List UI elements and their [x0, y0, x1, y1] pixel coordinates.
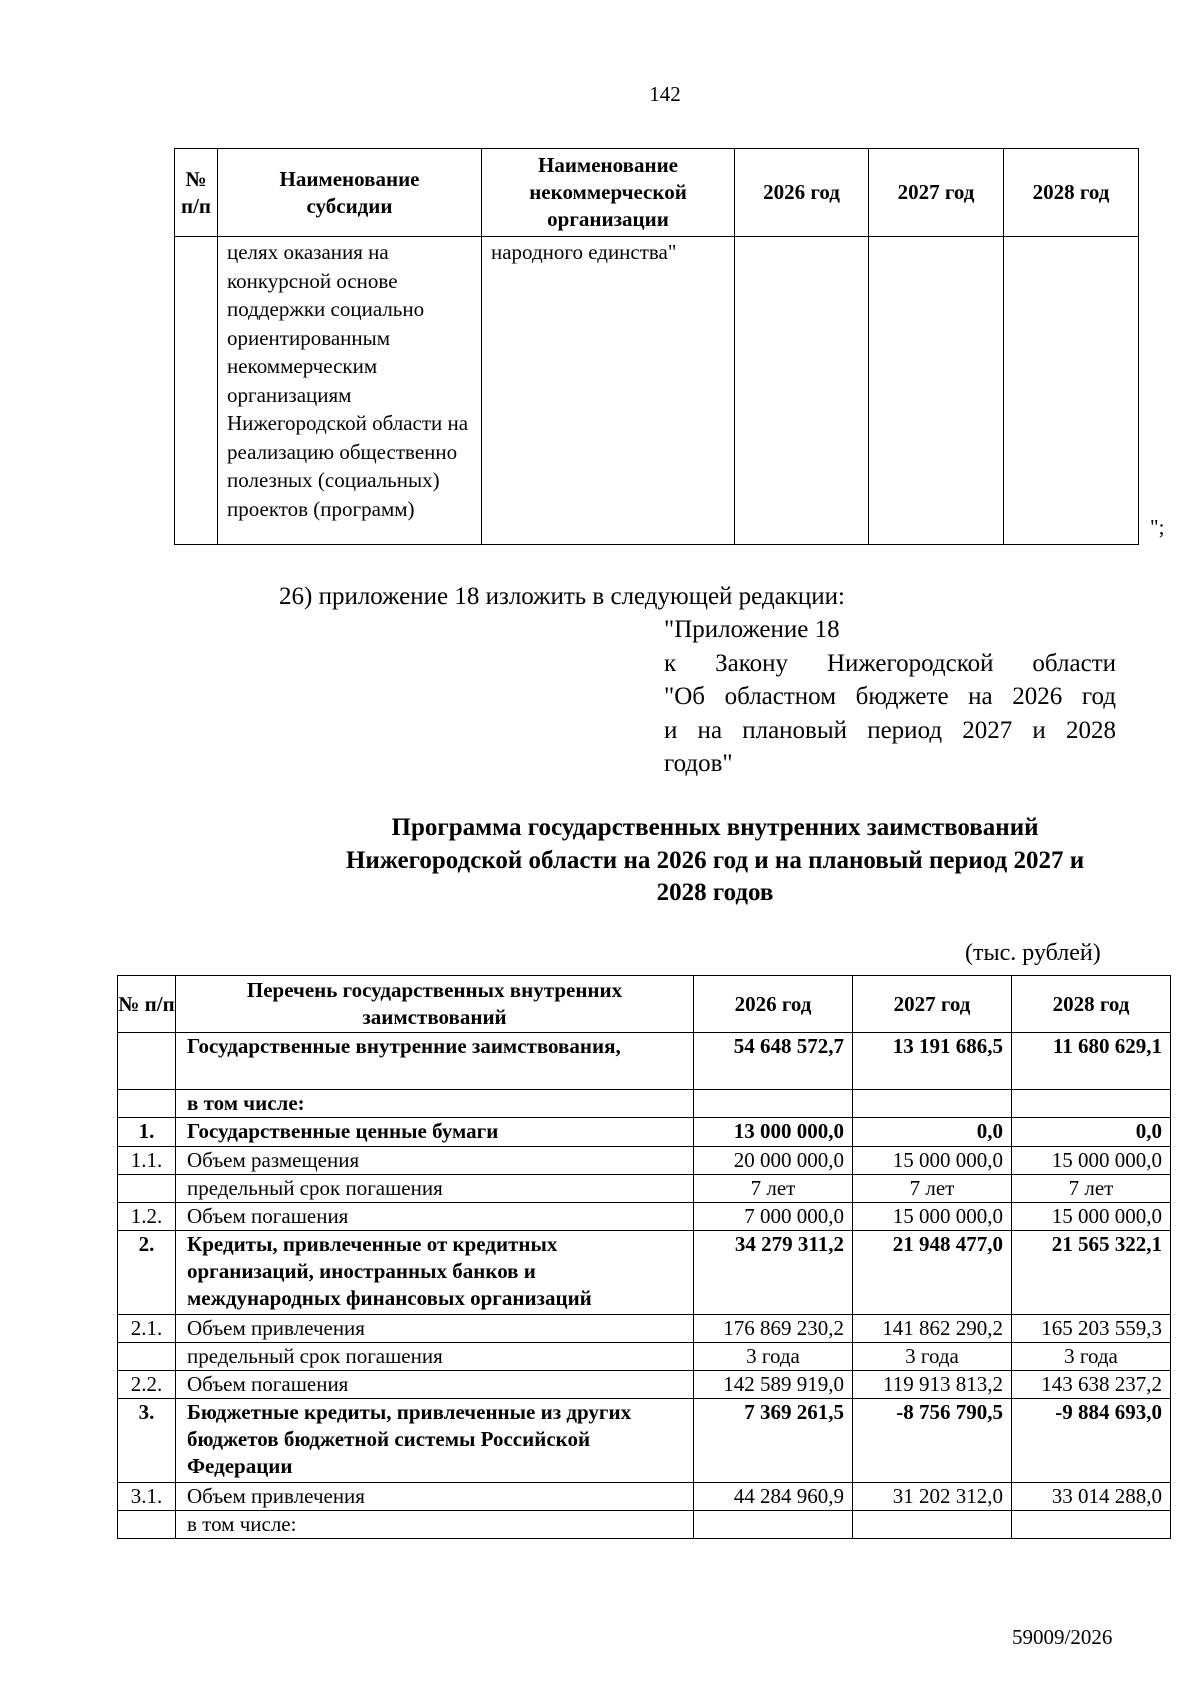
subsidy-name: целях оказания на конкурсной основе поддержки социально ориентированным некоммерческим организациям Нижегородской области на реализацию общественно полезных (социальных) проектов (программ)	[218, 237, 482, 545]
row-name: Объем погашения	[176, 1371, 694, 1399]
value-2027: 141 862 290,2	[853, 1315, 1012, 1343]
table-row	[118, 1343, 1171, 1371]
value-2027: 0,0	[853, 1118, 1012, 1147]
value-2026: 142 589 919,0	[694, 1371, 853, 1399]
org-name: народного единства"	[482, 237, 735, 545]
row-num: 1.	[118, 1118, 176, 1147]
table-header-row	[175, 149, 1139, 237]
page-number: 142	[649, 82, 681, 106]
header-2028: 2028 год	[1012, 976, 1171, 1033]
value-2026: 34 279 311,2	[694, 1231, 853, 1315]
value-2027: 15 000 000,0	[853, 1147, 1012, 1175]
row-num	[118, 1511, 176, 1539]
value-2027	[869, 237, 1004, 545]
row-num: 1.2.	[118, 1203, 176, 1231]
header-list: Перечень государственных внутренних заимствований	[176, 976, 694, 1033]
value-2028: 143 638 237,2	[1012, 1371, 1171, 1399]
value-2028: 3 года	[1012, 1343, 1171, 1371]
row-num	[118, 1175, 176, 1203]
row-name: Бюджетные кредиты, привлеченные из других бюджетов бюджетной системы Российской Федерации	[176, 1399, 694, 1483]
table-row	[118, 1511, 1171, 1539]
value-2028	[1012, 1511, 1171, 1539]
closing-quote: ";	[1150, 515, 1165, 539]
appendix-line: к Закону Нижегородской области	[664, 649, 1116, 677]
table-row	[118, 1147, 1171, 1175]
header-subsidy-name: Наименование субсидии	[218, 149, 482, 237]
appendix-line: годов"	[664, 750, 733, 777]
row-num	[118, 1343, 176, 1371]
row-num: 2.1.	[118, 1315, 176, 1343]
table-row	[118, 1483, 1171, 1511]
value-2027	[853, 1090, 1012, 1118]
header-org-name: Наименование некоммерческой организации	[482, 149, 735, 237]
value-2026: 3 года	[694, 1343, 853, 1371]
value-2027: 7 лет	[853, 1175, 1012, 1203]
value-2027: 15 000 000,0	[853, 1203, 1012, 1231]
value-2026	[694, 1511, 853, 1539]
document-code: 59009/2026	[1012, 1625, 1113, 1649]
table-row	[118, 1399, 1171, 1483]
value-2028: 21 565 322,1	[1012, 1231, 1171, 1315]
header-2026: 2026 год	[735, 149, 869, 237]
row-name: Объем привлечения	[176, 1315, 694, 1343]
value-2027: 31 202 312,0	[853, 1483, 1012, 1511]
units-label: (тыс. рублей)	[965, 940, 1101, 966]
header-num: № п/п	[118, 976, 176, 1033]
table-row	[118, 1371, 1171, 1399]
row-num	[175, 237, 218, 545]
value-2026	[694, 1090, 853, 1118]
document-title	[200, 812, 1200, 910]
table-header-row	[118, 976, 1171, 1033]
table-row	[175, 237, 1139, 545]
value-2026: 13 000 000,0	[694, 1118, 853, 1147]
value-2028: -9 884 693,0	[1012, 1399, 1171, 1483]
value-2027: 13 191 686,5	[853, 1033, 1012, 1090]
value-2028: 15 000 000,0	[1012, 1203, 1171, 1231]
row-num: 2.2.	[118, 1371, 176, 1399]
value-2026: 7 000 000,0	[694, 1203, 853, 1231]
table-row	[118, 1033, 1171, 1090]
value-2027	[853, 1511, 1012, 1539]
amendment-text: 26) приложение 18 изложить в следующей редакции:	[279, 583, 845, 610]
table-row	[118, 1175, 1171, 1203]
table-row	[118, 1231, 1171, 1315]
table-row	[118, 1118, 1171, 1147]
title-line: Нижегородской области на 2026 год и на плановый период 2027 и	[345, 846, 1085, 874]
table-row	[118, 1090, 1171, 1118]
appendix-line: "Об областном бюджете на 2026 год	[664, 683, 1116, 710]
row-name: Государственные ценные бумаги	[176, 1118, 694, 1147]
row-num	[118, 1033, 176, 1090]
value-2028: 15 000 000,0	[1012, 1147, 1171, 1175]
value-2028: 7 лет	[1012, 1175, 1171, 1203]
header-2027: 2027 год	[869, 149, 1004, 237]
value-2027: 3 года	[853, 1343, 1012, 1371]
row-name: Объем погашения	[176, 1203, 694, 1231]
row-num: 3.1.	[118, 1483, 176, 1511]
title-line: Программа государственных внутренних заимствований	[391, 814, 1039, 841]
value-2028	[1004, 237, 1139, 545]
header-2026: 2026 год	[694, 976, 853, 1033]
value-2026: 7 369 261,5	[694, 1399, 853, 1483]
row-num: 3.	[118, 1399, 176, 1483]
value-2026: 176 869 230,2	[694, 1315, 853, 1343]
value-2026: 7 лет	[694, 1175, 853, 1203]
table-row	[118, 1203, 1171, 1231]
row-name: Объем размещения	[176, 1147, 694, 1175]
row-name: Государственные внутренние заимствования,	[176, 1033, 694, 1090]
row-num	[118, 1090, 176, 1118]
value-2028: 33 014 288,0	[1012, 1483, 1171, 1511]
value-2026: 54 648 572,7	[694, 1033, 853, 1090]
value-2028: 165 203 559,3	[1012, 1315, 1171, 1343]
appendix-line: и на плановый период 2027 и 2028	[664, 716, 1116, 744]
value-2027: -8 756 790,5	[853, 1399, 1012, 1483]
appendix-line: "Приложение 18	[664, 616, 840, 643]
title-line: 2028 годов	[656, 879, 774, 906]
value-2028: 11 680 629,1	[1012, 1033, 1171, 1090]
value-2027: 119 913 813,2	[853, 1371, 1012, 1399]
row-name: Кредиты, привлеченные от кредитных организаций, иностранных банков и международных финансовых организаций	[176, 1231, 694, 1315]
appendix-heading	[664, 613, 1116, 781]
row-name: Объем привлечения	[176, 1483, 694, 1511]
table-row	[118, 1315, 1171, 1343]
value-2026: 20 000 000,0	[694, 1147, 853, 1175]
value-2028: 0,0	[1012, 1118, 1171, 1147]
value-2028	[1012, 1090, 1171, 1118]
row-name: предельный срок погашения	[176, 1343, 694, 1371]
value-2027: 21 948 477,0	[853, 1231, 1012, 1315]
header-2027: 2027 год	[853, 976, 1012, 1033]
row-name: предельный срок погашения	[176, 1175, 694, 1203]
subsidy-table	[174, 148, 1139, 545]
row-num: 1.1.	[118, 1147, 176, 1175]
row-name: в том числе:	[176, 1511, 694, 1539]
value-2026: 44 284 960,9	[694, 1483, 853, 1511]
row-name: в том числе:	[176, 1090, 694, 1118]
header-num: № п/п	[175, 149, 218, 237]
borrowing-table	[117, 975, 1171, 1539]
header-2028: 2028 год	[1004, 149, 1139, 237]
row-num: 2.	[118, 1231, 176, 1315]
value-2026	[735, 237, 869, 545]
